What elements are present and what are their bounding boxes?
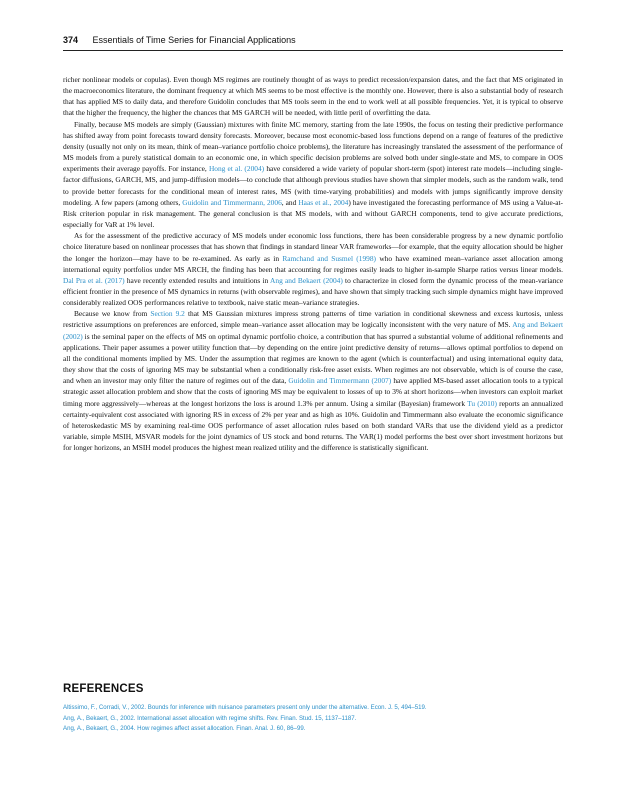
paragraph [63,119,563,231]
text-run: As for the assessment of the predictive accuracy of MS models under economic loss functions, there has been considerable progress by a new dynamic portfolio choice literature based on nonlinear processes that has shown that findings in standard linear VAR frameworks—for example, that the equity allocation should be higher the longer the horizon—may have to be re-examined. As early as in [63,231,563,263]
references-heading: REFERENCES [63,683,144,695]
reference-item[interactable]: Ang, A., Bekaert, G., 2002. International asset allocation with regime shifts. Rev. Finan. Stud. 15, 1137–1187. [63,714,357,722]
text-run: have recently extended results and intuitions in [124,275,271,285]
text-run: is the seminal paper on the effects of MS on optimal dynamic portfolio choice, a contribution that has spurred a substantial volume of additional refinements and applications. Their paper assumes a power utility function that—by depending on the entire joint predictive density of returns—allows optimal portfolios to depend on all the conditional moments implied by MS. Under the assumption that regimes are known to the agent (which is counterfactual) and using international equity data, they show that the costs of ignoring MS may be substantial when a conditionally risk-free asset exists. When regimes are not observable, which is of course the case, and when an investor may only filter the nature of regimes out of the data, [63,331,563,386]
citation-link[interactable]: Ramchand and Susmel (1998) [282,253,377,263]
citation-link[interactable]: Haas et al., 2004 [298,197,349,207]
text-run: that MS Gaussian mixtures impress strong patterns of time variation in conditional skewness and excess kurtosis, unless restrictive assumptions on preferences are enforced, simple mean–variance asset allocation may be logically inconsistent with the very nature of MS. [63,309,563,330]
citation-link[interactable]: Hong et al. (2004) [208,164,265,174]
running-header [63,35,296,45]
text-run: richer nonlinear models or copulas). Even though MS regimes are routinely thought of as ways to predict recession/expansion dates, and the fact that MS originated in the macroeconomics literature, the dominant frequency at which MS seems to be most effective is the monthly one. However, there is also a substantial body of research that has applied MS to daily data, and therefore Guidolin concludes that MS tools seem in the end to work well at all possible frequencies. Yet, it is typical to observe that the higher the frequency, the higher the chances that MS GARCH will be needed, with little peril of overfitting the data. [63,75,563,118]
citation-link[interactable]: Guidolin and Timmermann (2007) [288,376,392,386]
text-run: reports an annualized certainty-equivalent cost associated with ignoring RS in excess of 2% per year and as high as 10%. Guidolin and Timmermann also evaluate the economic significance of heteroskedastic MS by examining real-time OOS performance of asset allocation rules based on both standard VARs that use the dividend yield as a predictor variable, simple MSIH, MSVAR models for the joint dynamics of US stock and bond returns. The VAR(1) model performs the best over short investment horizons but for longer horizons, an MSIH model produces the highest mean realized utility and the difference is statistically significant. [63,398,563,453]
body-text [63,74,563,453]
text-run: , and [281,197,299,207]
text-run: have applied MS-based asset allocation tools to a typical strategic asset allocation problem and show that the costs of ignoring MS may be equivalent to losses of up to 3% at short horizons—when investors can exploit market timing more aggressively—whereas at the longest horizons the loss is around 1.3% per annum. Using a similar (Bayesian) framework [63,376,564,408]
text-run: to characterize in closed form the dynamic process of the mean-variance efficient frontier in the presence of MS dynamics in returns (with observable regimes), and have shown that simply tracking such simple dynamics might have improved considerably realized OOS performances relative to textbook, naive static mean–variance strategies. [63,275,563,308]
paragraph [63,230,563,308]
text-run: who have examined mean–variance asset allocation among international equity portfolios under MS ARCH, the finding has been that accounting for regimes easily leads to higher in-sample Sharpe ratios versus linear models. [63,253,563,274]
book-title: Essentials of Time Series for Financial Applications [92,35,296,45]
text-run: have considered a wide variety of popular short-term (spot) interest rate models—including single-factor diffusions, GARCH, MS, and jump-diffusion models—to conclude that although previous studies have shown that simpler models, such as the random walk, tend to provide better forecasts for the conditional mean of interest rates, MS (with time-varying probabilities) and models with jumps significantly improve density modeling. A few papers (among others, [63,164,563,207]
text-run: ) have investigated the forecasting performance of MS using a Value-at-Risk criterion popular in risk management. The general conclusion is that MS models, with and without GARCH components, tend to give accurate predictions, especially for VaR at 1% level. [63,197,563,230]
citation-link[interactable]: Section 9.2 [150,309,185,319]
citation-link[interactable]: Ang and Bekaert (2002) [63,320,564,341]
references-list [63,703,563,735]
reference-item[interactable]: Ang, A., Bekaert, G., 2004. How regimes affect asset allocation. Finan. Anal. J. 60, 86–99. [63,725,306,733]
citation-link[interactable]: Dal Pra et al. (2017) [63,275,125,285]
text-run: Because we know from [74,309,151,319]
citation-link[interactable]: Tu (2010) [467,398,497,408]
text-run: Finally, because MS models are simply (Gaussian) mixtures with finite MC memory, starting from the late 1990s, the focus on testing their predictive performance has shifted away from point forecasts toward density forecasts. Moreover, because most economic-based loss functions depend on a range of features of the predictive density (usually not only on its mean, think of mean–variance portfolio choice problems), the literature has increasingly translated the assessment of the performance of MS models from a purely statistical domain to an economic one, in which specific decision problems are solved both under single-state and MS, to compare in OOS experiments their average payoffs. For instance, [63,119,563,174]
reference-item[interactable]: Altissimo, F., Corradi, V., 2002. Bounds for inference with nuisance parameters present only under the alternative. Econ. J. 5, 494–519. [63,704,427,711]
paragraph [63,308,563,453]
header-rule [63,50,563,51]
citation-link[interactable]: Ang and Bekaert (2004) [270,275,343,285]
paragraph [63,74,563,119]
page-number: 374 [63,35,79,45]
citation-link[interactable]: Guidolin and Timmermann, 2006 [182,197,282,207]
